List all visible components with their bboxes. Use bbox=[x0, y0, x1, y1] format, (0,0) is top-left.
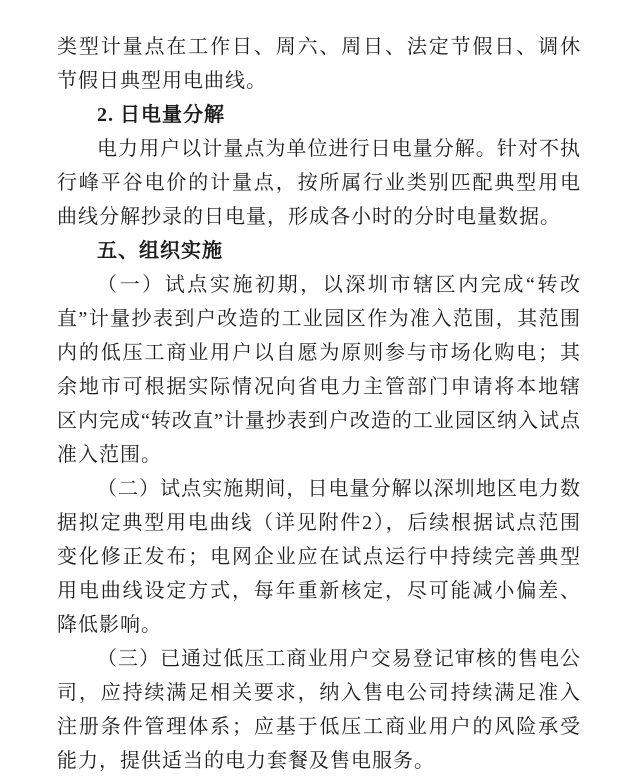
paragraph-item-3: （三）已通过低压工商业用户交易登记审核的售电公司，应持续满足相关要求，纳入售电公司持续满足准入注册条件管理体系；应基于低压工商业用户的风险承受能力，提供适当的电力套餐及售电服务。 bbox=[57, 648, 581, 772]
paragraph-continuation: 类型计量点在工作日、周六、周日、法定节假日、调休节假日典型用电曲线。 bbox=[57, 36, 581, 92]
heading-organization-implementation: 五、组织实施 bbox=[97, 240, 223, 262]
paragraph-item-2: （二）试点实施期间，日电量分解以深圳地区电力数据拟定典型用电曲线（详见附件2），后续根据试点范围变化修正发布；电网企业应在试点运行中持续完善典型用电曲线设定方式，每年重新核定，尽可能减小偏差、降低影响。 bbox=[57, 478, 581, 636]
heading-daily-energy-decomposition: 2. 日电量分解 bbox=[97, 104, 225, 126]
paragraph-daily-energy-decomposition: 电力用户以计量点为单位进行日电量分解。针对不执行峰平谷电价的计量点，按所属行业类别匹配典型用电曲线分解抄录的日电量，形成各小时的分时电量数据。 bbox=[57, 138, 581, 228]
paragraph-item-1: （一）试点实施初期，以深圳市辖区内完成“转改直”计量抄表到户改造的工业园区作为准入范围，其范围内的低压工商业用户以自愿为原则参与市场化购电；其余地市可根据实际情况向省电力主管部门申请将本地辖区内完成“转改直”计量抄表到户改造的工业园区纳入试点准入范围。 bbox=[57, 274, 581, 466]
